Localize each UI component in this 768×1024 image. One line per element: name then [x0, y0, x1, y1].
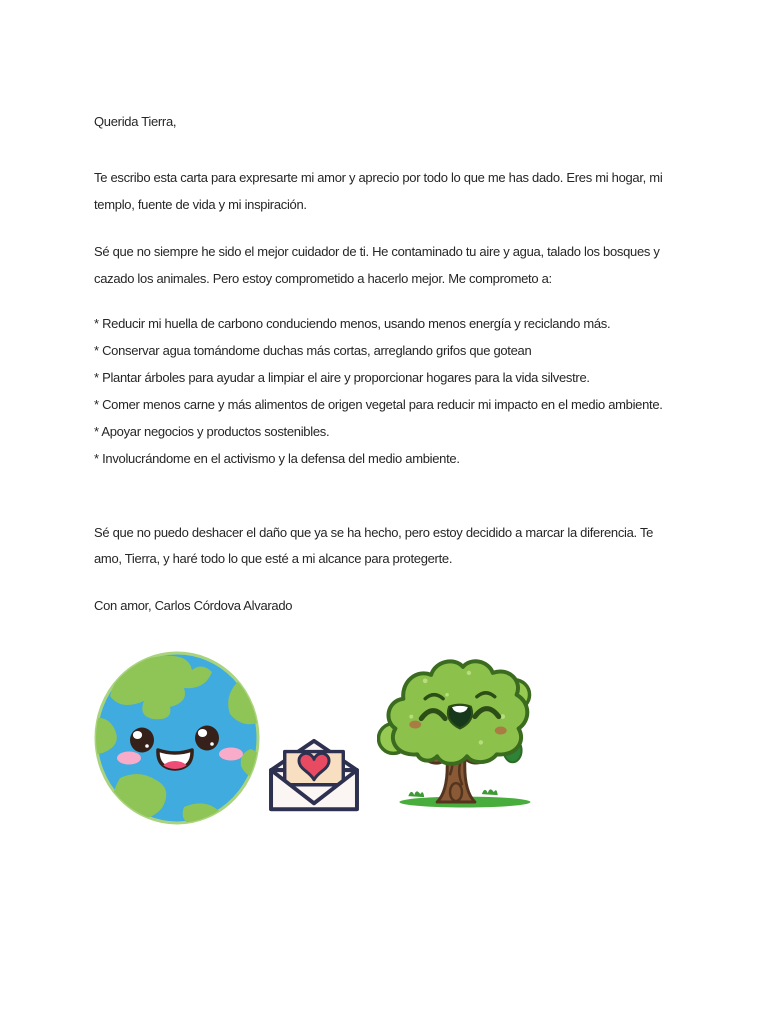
tree-blush-left	[409, 721, 421, 729]
letter-paragraph: Te escribo esta carta para expresarte mi amor y aprecio por todo lo que me has dado. Eres mi hogar, mi templo, fuente de vida y mi inspiración.	[94, 170, 663, 212]
tree-icon	[377, 655, 535, 810]
commitment-item: * Involucrándome en el activismo y la defensa del medio ambiente.	[94, 451, 460, 466]
commitment-item: * Comer menos carne y más alimentos de origen vegetal para reducir mi impacto en el medio ambiente.	[94, 397, 663, 412]
earth-icon	[92, 650, 262, 826]
earth-blush-left	[117, 752, 141, 765]
envelope-illustration	[263, 735, 365, 820]
closing-paragraph: Sé que no puedo deshacer el daño que ya se ha hecho, pero estoy decidido a marcar la diferencia. Te amo, Tierra, y haré todo lo que esté a mi alcance para protegerte.	[94, 525, 654, 566]
commitment-item: * Reducir mi huella de carbono conduciendo menos, usando menos energía y reciclando más.	[94, 316, 611, 331]
commitment-item: * Conservar agua tomándome duchas más cortas, arreglando grifos que gotean	[94, 343, 532, 358]
letter-greeting: Querida Tierra,	[94, 114, 177, 129]
letter-paragraph: Sé que no siempre he sido el mejor cuidador de ti. He contaminado tu aire y agua, talado los bosques y cazado los animales. Pero estoy comprometido a hacerlo mejor. Me comprometo a:	[94, 244, 660, 286]
tree-illustration	[377, 655, 535, 815]
grass-tuft-right	[482, 789, 498, 795]
commitment-item: * Plantar árboles para ayudar a limpiar el aire y proporcionar hogares para la vida silvestre.	[94, 370, 590, 385]
envelope-icon	[263, 735, 365, 815]
earth-illustration	[92, 650, 262, 831]
tree-blush-right	[495, 727, 507, 735]
grass-tuft-left	[408, 791, 424, 797]
commitment-item: * Apoyar negocios y productos sostenibles.	[94, 424, 330, 439]
earth-blush-right	[219, 748, 243, 761]
signature-line: Con amor, Carlos Córdova Alvarado	[94, 598, 293, 613]
commitment-list	[94, 312, 682, 474]
